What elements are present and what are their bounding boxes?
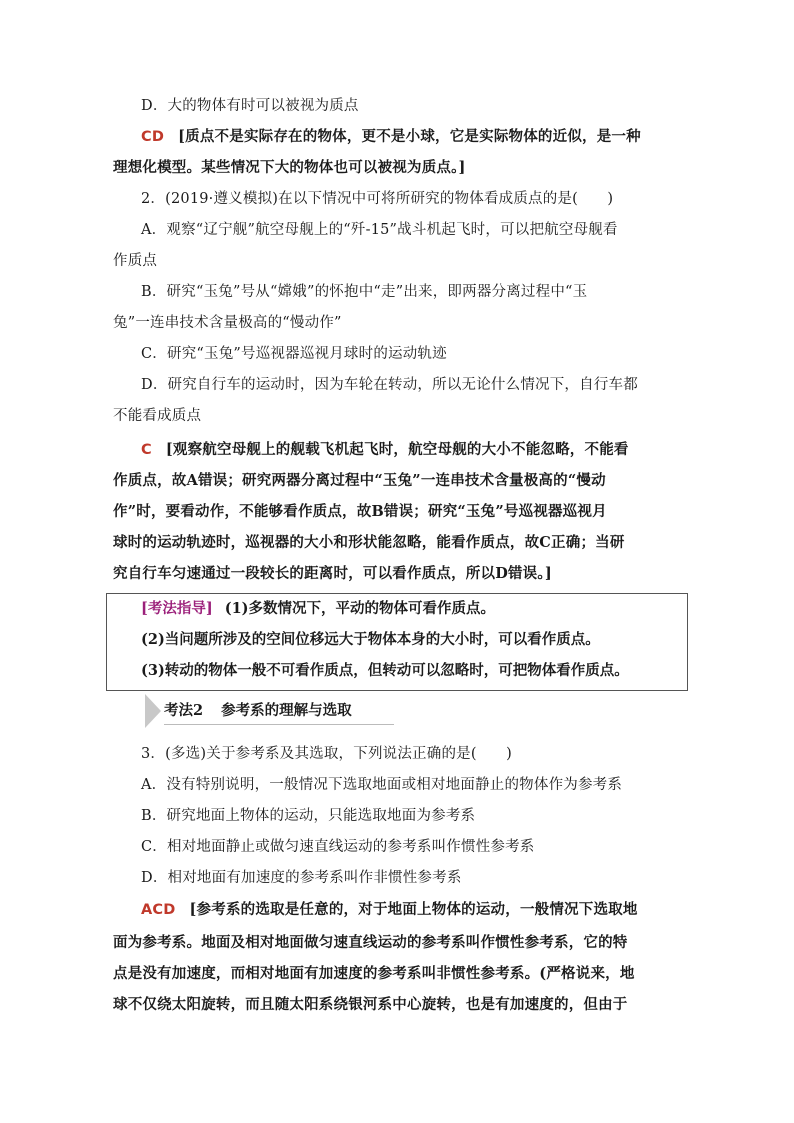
q2-explanation-cont-1: 作质点，故A错误；研究两器分离过程中“玉兔”一连串技术含量极高的“慢动 xyxy=(113,472,606,489)
tip-text-1: (1)多数情况下，平动的物体可看作质点。 xyxy=(224,600,496,617)
q3-explanation-cont-1: 面为参考系。地面及相对地面做匀速直线运动的参考系叫作惯性参考系，它的特 xyxy=(113,934,628,951)
q1-option-d: D．大的物体有时可以被视为质点 xyxy=(141,98,359,114)
q3-option-b: B．研究地面上物体的运动，只能选取地面为参考系 xyxy=(141,808,476,824)
q3-answer: ACD xyxy=(141,902,176,918)
q3-explanation-cont-2: 点是没有加速度，而相对地面有加速度的参考系叫非惯性参考系。(严格说来，地 xyxy=(113,965,635,982)
q3-stem: 3．(多选)关于参考系及其选取，下列说法正确的是( ) xyxy=(141,746,512,762)
q2-answer: C xyxy=(141,442,152,458)
q2-option-d-cont: 不能看成质点 xyxy=(113,408,202,424)
q2-explanation-cont-2: 作”时，要看动作，不能够看作质点，故B错误；研究“玉兔”号巡视器巡视月 xyxy=(113,503,607,520)
q2-option-b-cont: 兔”一连串技术含量极高的“慢动作” xyxy=(113,315,342,331)
q2-option-a: A．观察“辽宁舰”航空母舰上的“歼-15”战斗机起飞时，可以把航空母舰看 xyxy=(141,222,618,238)
q1-explanation-line xyxy=(141,127,688,147)
q1-explanation-text: [质点不是实际存在的物体，更不是小球，它是实际物体的近似，是一种 xyxy=(178,128,641,145)
q1-explanation-cont: 理想化模型。某些情况下大的物体也可以被视为质点。] xyxy=(113,159,466,176)
q2-explanation-cont-4: 究自行车匀速通过一段较长的距离时，可以看作质点，所以D错误。] xyxy=(113,565,552,582)
tip-line-3: (3)转动的物体一般不可看作质点，但转动可以忽略时，可把物体看作质点。 xyxy=(141,662,629,679)
q2-option-b: B．研究“玉兔”号从“嫦娥”的怀抱中“走”出来，即两器分离过程中“玉 xyxy=(141,284,588,300)
section-number: 考法2 xyxy=(164,702,204,719)
q3-explanation-cont-3: 球不仅绕太阳旋转，而且随太阳系绕银河系中心旋转，也是有加速度的，但由于 xyxy=(113,996,628,1013)
tip-line-1 xyxy=(141,599,681,619)
q1-answer: CD xyxy=(141,129,165,145)
q2-explanation-cont-3: 球时的运动轨迹时，巡视器的大小和形状能忽略，能看作质点，故C正确；当研 xyxy=(113,534,625,551)
q3-explanation-line xyxy=(141,900,688,920)
q2-option-a-cont: 作质点 xyxy=(113,253,158,269)
section-title: 参考系的理解与选取 xyxy=(221,702,352,719)
tip-label: [考法指导] xyxy=(141,600,213,617)
q2-option-c: C．研究“玉兔”号巡视器巡视月球时的运动轨迹 xyxy=(141,346,447,362)
q2-stem: 2．(2019·遵义模拟)在以下情况中可将所研究的物体看成质点的是( ) xyxy=(141,191,614,207)
q2-explanation-text: [观察航空母舰上的舰载飞机起飞时，航空母舰的大小不能忽略，不能看 xyxy=(165,441,629,458)
section-arrow-icon xyxy=(145,694,161,728)
tip-line-2: (2)当问题所涉及的空间位移远大于物体本身的大小时，可以看作质点。 xyxy=(141,631,600,648)
q3-explanation-text: [参考系的选取是任意的，对于地面上物体的运动，一般情况下选取地 xyxy=(189,901,638,918)
q2-option-d: D．研究自行车的运动时，因为车轮在转动，所以无论什么情况下，自行车都 xyxy=(141,377,638,393)
q3-option-d: D．相对地面有加速度的参考系叫作非惯性参考系 xyxy=(141,870,462,886)
section-heading xyxy=(164,701,352,721)
q3-option-c: C．相对地面静止或做匀速直线运动的参考系叫作惯性参考系 xyxy=(141,839,535,855)
q3-option-a: A．没有特别说明，一般情况下选取地面或相对地面静止的物体作为参考系 xyxy=(141,777,623,793)
q2-explanation-line xyxy=(141,440,688,460)
section-divider xyxy=(164,724,394,725)
